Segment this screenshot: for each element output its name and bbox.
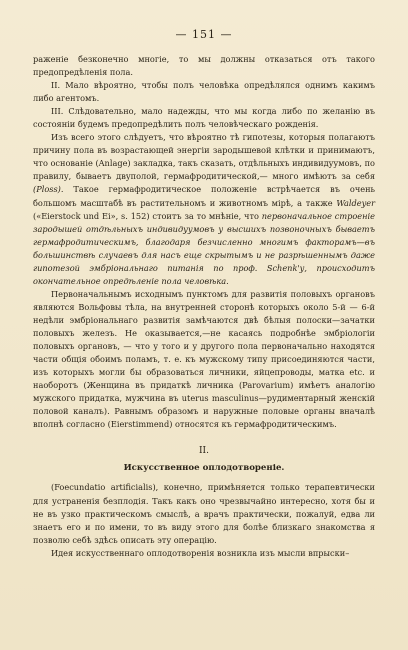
page-body	[33, 53, 375, 560]
citation-waldeyer: Waldeyer	[336, 197, 375, 208]
paragraph: II. Мало вѣроятно, чтобы полъ человѣка опредѣлялся однимъ какимъ либо агентомъ.	[33, 80, 375, 104]
paragraph	[33, 131, 375, 288]
paragraph: раженіе безконечно многіе, то мы должны отказаться отъ такого предопредѣленія пола.	[33, 54, 375, 78]
section-title: Искусственное оплодотвореніе.	[123, 463, 285, 474]
paragraph: III. Слѣдовательно, мало надежды, что мы когда либо по желанію въ состояніи будемъ предопредѣлить полъ человѣческаго рожденія.	[33, 106, 375, 130]
citation-ploss: (Ploss)	[33, 184, 61, 195]
paragraph: Идея искусственнаго оплодотворенія возникла изъ мысли впрыски–	[51, 547, 350, 558]
text-run: («Eierstock und Ei», s. 152) стоитъ за то мнѣніе, что	[33, 210, 262, 221]
text-run: . Такое гермафродитическое положеніе встрѣчается въ очень большомъ масштабѣ въ растительномъ и животномъ мірѣ, а также	[33, 184, 375, 208]
paragraph: (Foecundatio artificialis), конечно, примѣняется только терапевтически для устраненія безплодія. Такъ какъ оно чрезвычайно интересно, хотя бы и не въ узко практическомъ смыслѣ, а врачъ практически, пожалуй, едва ли знаетъ его и по имени, то въ виду этого для болѣе близкаго знакомства я позволю себѣ здѣсь описать эту операцію.	[33, 482, 375, 545]
paragraph: Первоначальнымъ исходнымъ пунктомъ для развитія половыхъ органовъ являются Вольфовы тѣла, на внутренней сторонѣ которыхъ около 5-й — 6-й недѣли эмбріональнаго развитія замѣчаются двѣ бѣлыя полоски—зачатки половыхъ железъ. Не оказывается,—не касаясь подробнѣе эмбріологіи половыхъ органовъ, — что у того и у другого пола первоначально находятся части общія обоимъ поламъ, т. е. къ мужскому типу присоединяются части, изъ которыхъ могли бы образоваться личники, яйцепроводы, матка etc. и наоборотъ (Женщина въ придаткѣ личника (Parovarium) имѣетъ аналогію мужского придатка, мужчина въ uterus masculinus—рудиментарный женскій половой каналъ). Равнымъ образомъ и наружные половые органы вначалѣ вполнѣ согласно (Eierstimmend) относятся къ гермафродитическимъ.	[33, 288, 375, 430]
section-number: II.	[199, 446, 209, 457]
text-run: Изъ всего этого слѣдуетъ, что вѣроятно тѣ гипотезы, которыя полагаютъ причину пола въ возрастающей энергіи зародышевой клѣтки и принимаютъ, что основаніе (Anlage) закладка, такъ сказать, отдѣльныхъ индивидуумовъ, по правилу, бываетъ двуполой, гермафродитической,— много имѣютъ за себя	[33, 132, 375, 182]
page-number: — 151 —	[175, 28, 233, 41]
emphasized-text: первоначальное строеніе зародышей отдѣльныхъ индивидуумовъ у высшихъ позвоночныхъ бываетъ гермафродитическимъ, благодаря безчисленно многимъ факторамъ—въ большинствѣ случаевъ для насъ еще скрытымъ и не разрѣшеннымъ даже гипотезой эмбріональнаго питанія по проф. Schenk'у, происходитъ окончательное опредѣленіе пола человѣка.	[33, 210, 375, 286]
